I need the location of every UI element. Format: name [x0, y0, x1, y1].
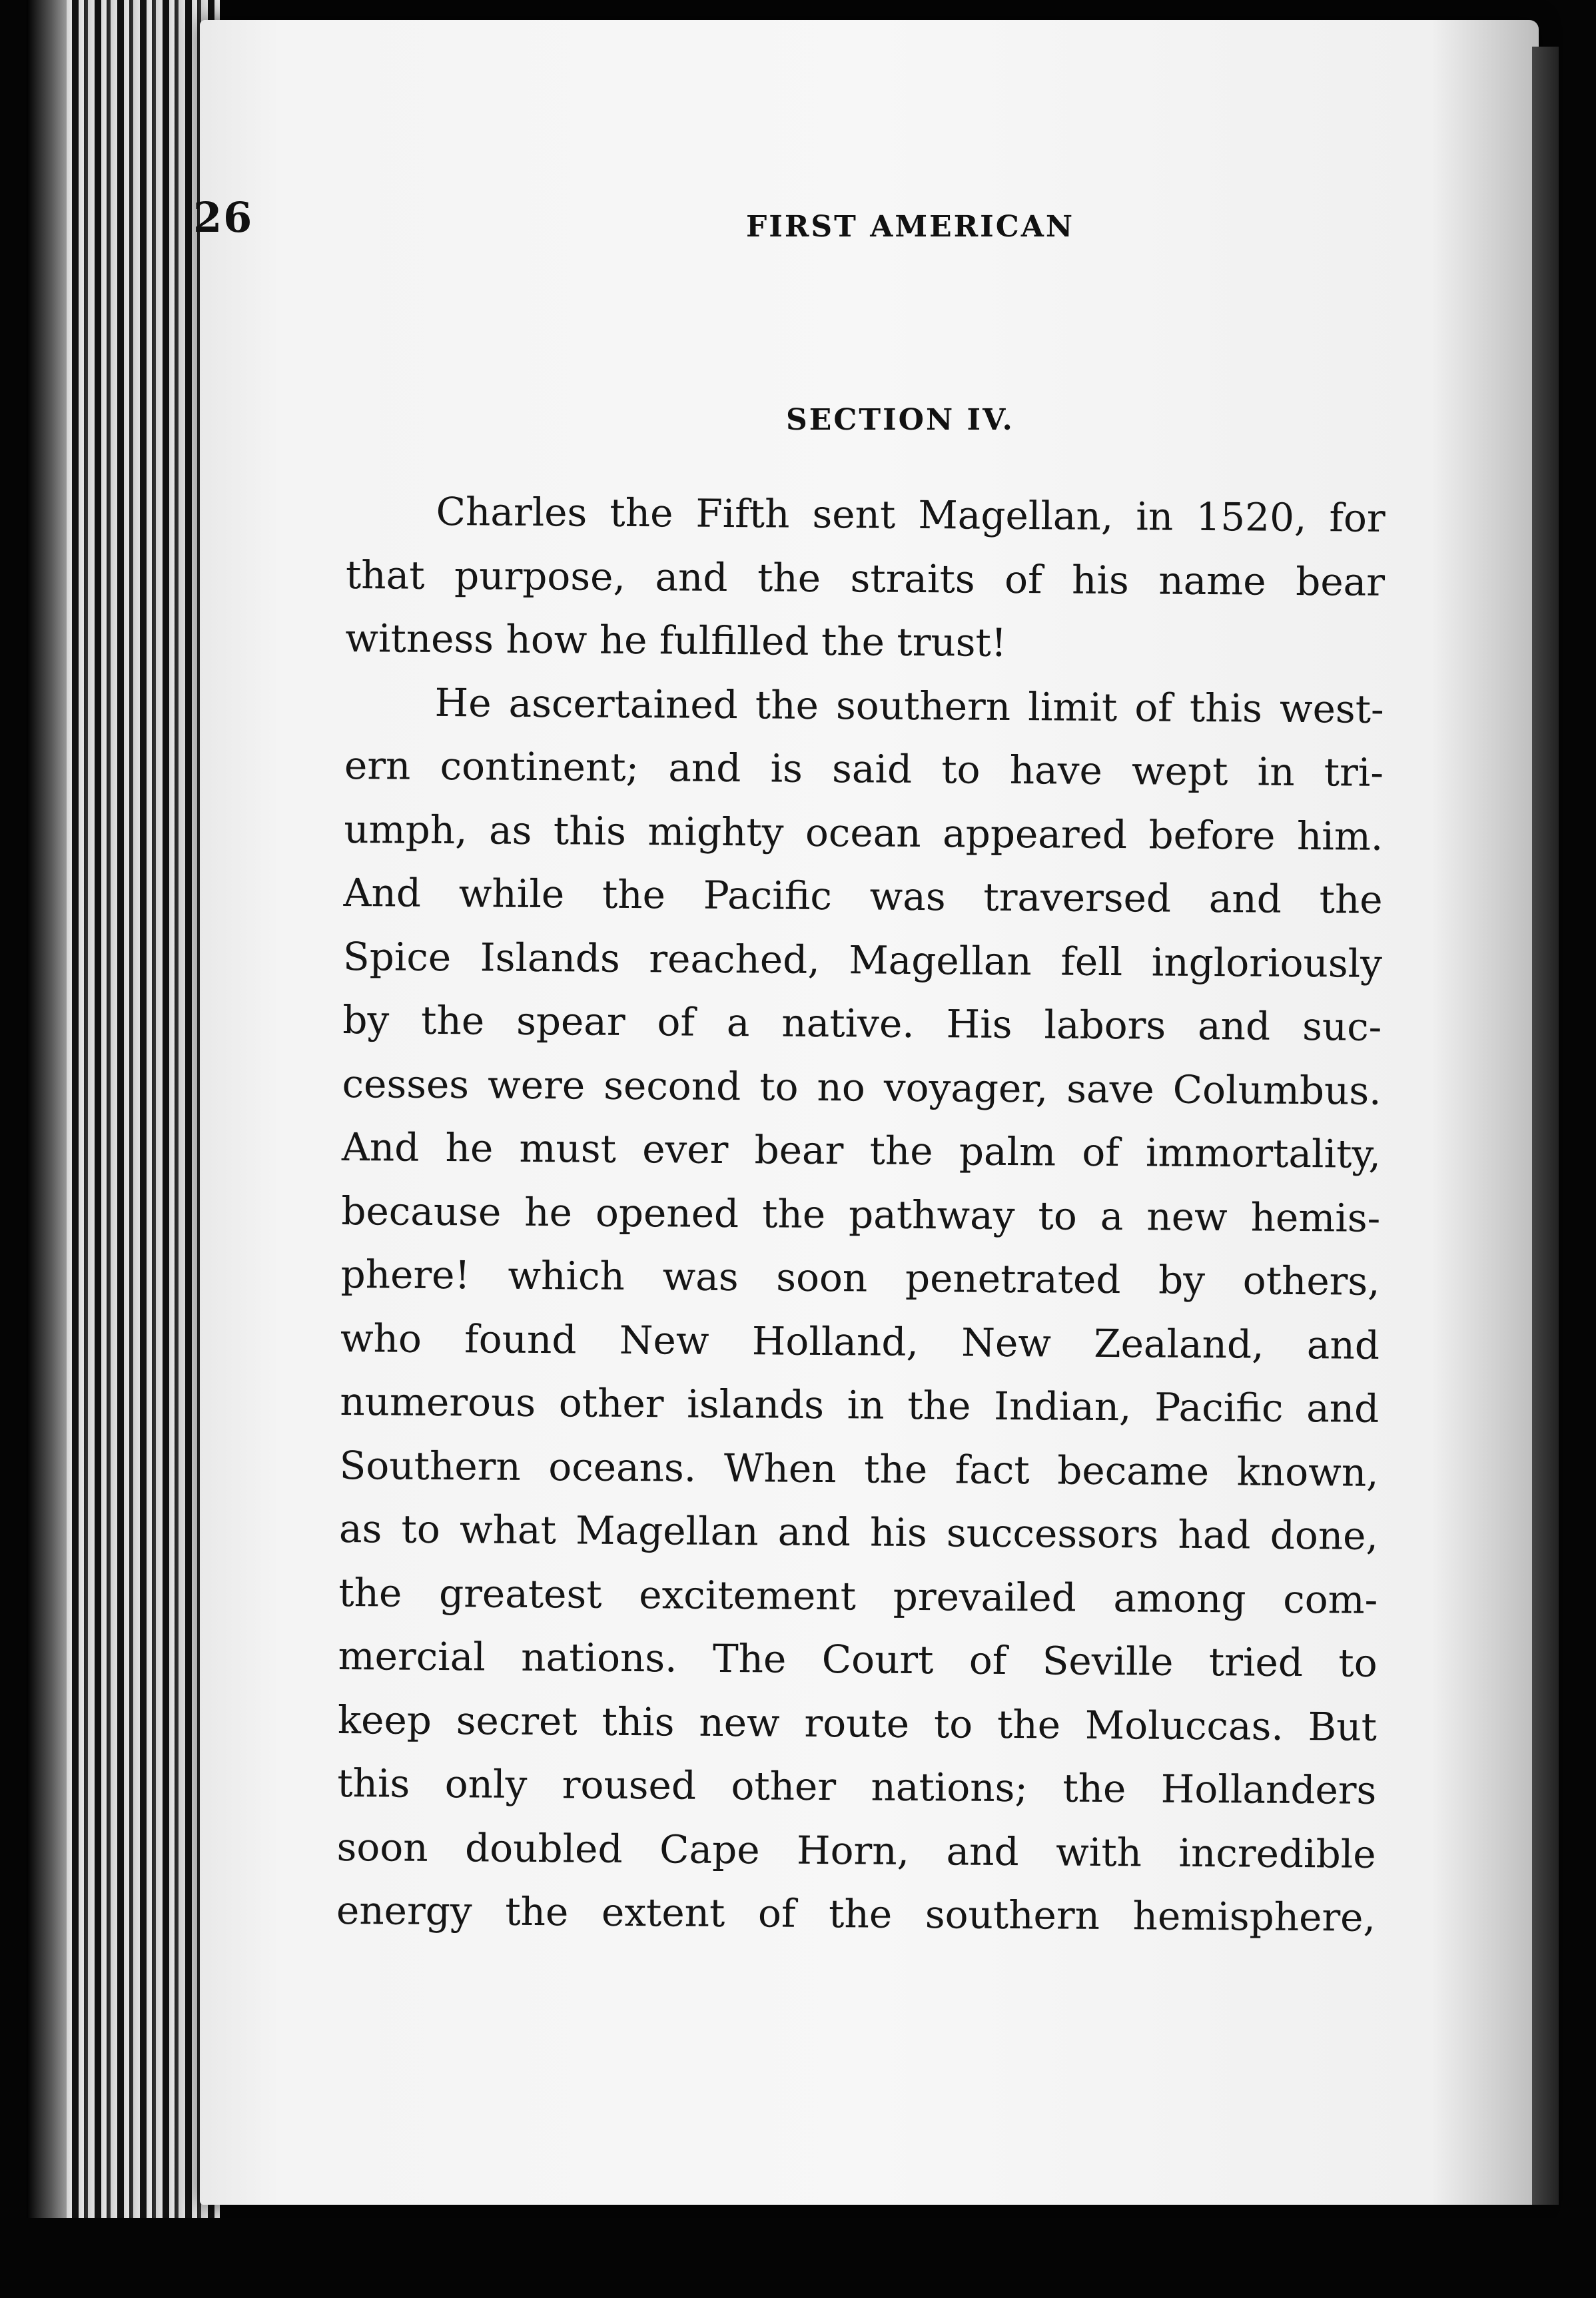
scan-bottom-border [0, 2218, 1596, 2298]
text-line: ern continent; and is said to have wept in tri- [344, 742, 1384, 795]
text-line: by the spear of a native. His labors and suc- [342, 996, 1382, 1050]
section-title: SECTION IV. [786, 403, 1014, 437]
text-line: And while the Pacific was traversed and the [343, 869, 1383, 923]
gutter-shadow [27, 0, 67, 2298]
text-line: the greatest excitement prevailed among com- [338, 1569, 1378, 1623]
text-line: mercial nations. The Court of Seville tried to [338, 1633, 1378, 1686]
right-page-edge [1532, 47, 1559, 2205]
text-line: numerous other islands in the Indian, Pacific and [340, 1378, 1380, 1431]
text-line: that purpose, and the straits of his name bear [345, 552, 1386, 605]
text-line: as to what Magellan and his successors had done, [338, 1505, 1379, 1559]
text-line: Spice Islands reached, Magellan fell ingloriously [342, 933, 1383, 986]
text-line: cesses were second to no voyager, save Columbus. [342, 1060, 1382, 1114]
text-line: phere! which was soon penetrated by others, [340, 1251, 1380, 1304]
text-line: soon doubled Cape Horn, and with incredible [336, 1824, 1376, 1877]
text-line: energy the extent of the southern hemisphere, [336, 1887, 1376, 1940]
text-line: Southern oceans. When the fact became known, [339, 1442, 1379, 1495]
text-line: witness how he fulfilled the trust! [345, 615, 1007, 665]
text-line: who found New Holland, New Zealand, and [340, 1315, 1380, 1368]
text-line: because he opened the pathway to a new hemis- [341, 1188, 1381, 1241]
text-line: this only roused other nations; the Hollanders [337, 1760, 1377, 1813]
text-line: Charles the Fifth sent Magellan, in 1520, for [436, 488, 1386, 541]
body-text [336, 480, 1386, 1950]
text-line: keep secret this new route to the Moluccas. But [337, 1697, 1378, 1750]
page-number: 26 [193, 193, 254, 242]
text-line: umph, as this mighty ocean appeared before him. [344, 806, 1384, 859]
running-head: FIRST AMERICAN [746, 210, 1075, 244]
text-line: And he must ever bear the palm of immortality, [341, 1124, 1382, 1177]
text-line: He ascertained the southern limit of this west- [434, 679, 1384, 732]
